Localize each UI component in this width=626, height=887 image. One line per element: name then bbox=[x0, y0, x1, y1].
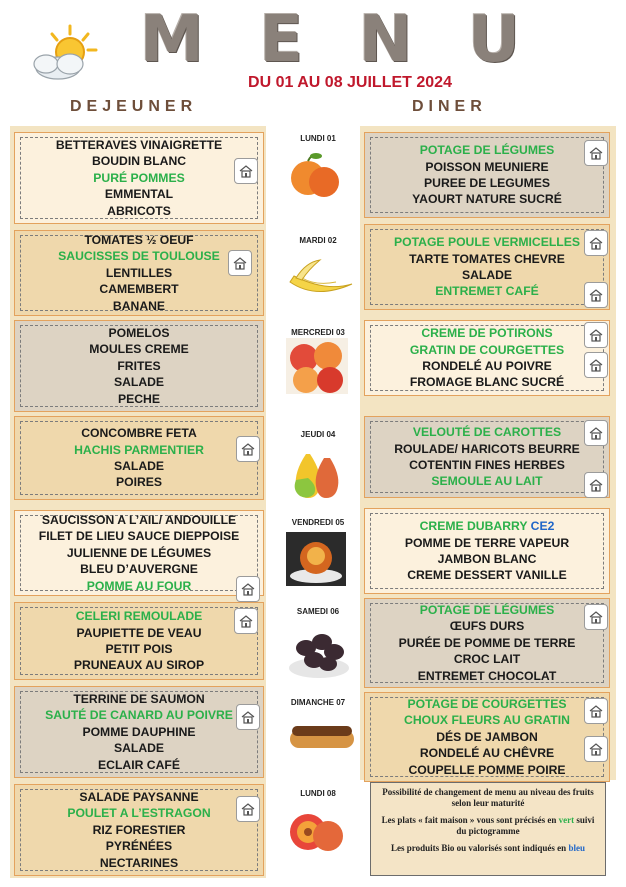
menu-item-text: SALADE bbox=[113, 459, 165, 473]
menu-item bbox=[45, 707, 233, 723]
menu-item bbox=[107, 203, 171, 219]
menu-item bbox=[409, 457, 565, 473]
title-letter-m: M bbox=[140, 3, 204, 77]
menu-item-text: LENTILLES bbox=[105, 265, 173, 280]
menu-item bbox=[431, 473, 542, 489]
menu-item-text: COUPELLE POMME POIRE bbox=[408, 762, 566, 777]
menu-item bbox=[408, 696, 567, 712]
day-label: JEUDI 04 bbox=[300, 430, 336, 439]
menu-item-text: SALADE PAYSANNE bbox=[79, 789, 199, 804]
menu-item bbox=[81, 425, 197, 441]
menu-item bbox=[418, 668, 557, 684]
homemade-picto-icon bbox=[236, 704, 260, 730]
menu-item-text: POMME DAUPHINE bbox=[82, 724, 196, 739]
menu-item bbox=[420, 745, 554, 761]
menu-item-text: POMME AU FOUR bbox=[86, 578, 192, 593]
menu-item bbox=[39, 528, 239, 544]
menu-item-text: ABRICOTS bbox=[107, 203, 171, 218]
menu-item-text: COTENTIN FINES HERBES bbox=[409, 458, 565, 472]
menu-item bbox=[109, 325, 170, 341]
menu-item bbox=[74, 442, 204, 458]
menu-item bbox=[422, 358, 552, 374]
menu-item-text: CREME DE POTIRONS bbox=[421, 326, 553, 341]
menu-item-text: CONCOMBRE FETA bbox=[81, 426, 197, 441]
note-organic: Les produits Bio ou valorisés sont indiqués en bleu bbox=[391, 843, 585, 853]
menu-item bbox=[404, 712, 570, 728]
menu-item bbox=[56, 137, 222, 153]
menu-item bbox=[100, 855, 178, 871]
lunch-box-5 bbox=[14, 510, 264, 596]
menu-item bbox=[113, 298, 165, 314]
menu-item-text: SAUTÉ DE CANARD AU POIVRE bbox=[45, 708, 233, 723]
menu-item-text: TARTE TOMATES CHEVRE bbox=[409, 251, 565, 266]
menu-item bbox=[82, 724, 195, 740]
homemade-picto-icon bbox=[234, 608, 258, 634]
menu-item bbox=[80, 561, 198, 577]
day-label: MERCREDI 03 bbox=[291, 328, 345, 337]
menu-item-text: POTAGE DE LÉGUMES bbox=[419, 602, 555, 617]
menu-item bbox=[410, 374, 564, 390]
day-label: SAMEDI 06 bbox=[296, 607, 340, 616]
menu-item-text: PYRÉNÉES bbox=[105, 839, 173, 854]
menu-item bbox=[93, 170, 184, 186]
menu-item bbox=[89, 341, 189, 357]
prunes-icon bbox=[286, 620, 352, 687]
menu-item bbox=[394, 234, 580, 250]
menu-item-text: TERRINE DE SAUMON bbox=[73, 691, 205, 706]
menu-item bbox=[74, 657, 204, 673]
homemade-picto-icon bbox=[236, 576, 260, 602]
menu-item-text: PAUPIETTE DE VEAU bbox=[76, 625, 202, 640]
menu-item-text: POMME DE TERRE VAPEUR bbox=[404, 535, 570, 550]
pears-icon bbox=[286, 444, 346, 505]
homemade-picto-icon bbox=[584, 420, 608, 446]
nectarine-icon bbox=[286, 806, 346, 861]
menu-item-text: BANANE bbox=[112, 298, 166, 313]
menu-item bbox=[399, 635, 576, 651]
banana-icon bbox=[286, 256, 356, 305]
homemade-picto-icon bbox=[584, 282, 608, 308]
menu-item bbox=[450, 618, 524, 634]
dinner-box-1 bbox=[364, 132, 610, 218]
dinner-box-4 bbox=[364, 416, 610, 498]
menu-item-text: HACHIS PARMENTIER bbox=[74, 442, 204, 457]
homemade-picto-icon bbox=[584, 736, 608, 762]
menu-item-text: CELERI REMOULADE bbox=[75, 609, 203, 624]
menu-item-text: JULIENNE DE LÉGUMES bbox=[66, 545, 212, 560]
peaches-icon bbox=[286, 338, 348, 399]
menu-item-text: POMELOS bbox=[108, 325, 170, 340]
menu-item-text: FROMAGE BLANC SUCRÉ bbox=[409, 375, 565, 390]
menu-item-text: DÉS DE JAMBON bbox=[436, 729, 538, 744]
day-label: LUNDI 08 bbox=[300, 789, 336, 798]
menu-item-text: POULET A L’ESTRAGON bbox=[67, 806, 211, 821]
menu-item-text: POTAGE DE LÉGUMES bbox=[419, 143, 555, 158]
menu-item-text: GRATIN DE COURGETTES bbox=[409, 342, 565, 357]
note-homemade: Les plats « fait maison » vous sont précisés en vert suivi du pictogramme bbox=[381, 815, 595, 836]
menu-item bbox=[425, 159, 548, 175]
dinner-box-6 bbox=[364, 598, 610, 688]
menu-item bbox=[420, 142, 555, 158]
menu-item-text: PURÉE DE POMME DE TERRE bbox=[398, 635, 576, 650]
menu-item-text: YAOURT NATURE SUCRÉ bbox=[412, 192, 562, 207]
menu-item bbox=[105, 186, 173, 202]
homemade-picto-icon bbox=[584, 140, 608, 166]
menu-item-text: CREME DUBARRY bbox=[419, 519, 528, 534]
menu-item-text: PUREE DE LEGUMES bbox=[424, 176, 550, 190]
homemade-picto-icon bbox=[584, 230, 608, 256]
menu-item-text: BOUDIN BLANC bbox=[91, 154, 187, 169]
menu-item-text: RONDELÉ AU POIVRE bbox=[422, 359, 552, 373]
menu-item bbox=[84, 232, 193, 248]
homemade-picto-icon bbox=[234, 158, 258, 184]
menu-item-text: ENTREMET CHOCOLAT bbox=[417, 668, 557, 683]
menu-item bbox=[118, 391, 160, 407]
menu-item bbox=[409, 251, 565, 267]
menu-item-text: RONDELÉ AU CHÊVRE bbox=[419, 746, 555, 761]
homemade-picto-icon bbox=[236, 796, 260, 822]
homemade-picto-icon bbox=[584, 352, 608, 378]
menu-item-text: SALADE bbox=[113, 375, 165, 390]
lunch-column-header: DEJEUNER bbox=[70, 98, 198, 115]
menu-item-text: POTAGE DE COURGETTES bbox=[407, 696, 567, 711]
menu-item-text: ROULADE/ HARICOTS BEURRE bbox=[394, 441, 580, 456]
homemade-picto-icon bbox=[236, 436, 260, 462]
menu-item bbox=[42, 512, 236, 528]
homemade-picto-icon bbox=[584, 322, 608, 348]
lunch-box-1 bbox=[14, 132, 264, 224]
menu-item bbox=[410, 342, 564, 358]
sun-cloud-icon bbox=[28, 22, 104, 84]
menu-item-text: BLEU D’AUVERGNE bbox=[80, 562, 198, 577]
menu-item bbox=[114, 740, 164, 756]
menu-item bbox=[87, 578, 192, 594]
menu-item bbox=[98, 757, 180, 773]
menu-item bbox=[405, 535, 569, 551]
peach-icon bbox=[286, 148, 346, 205]
menu-item-text: POISSON MEUNIERE bbox=[425, 159, 549, 174]
menu-item bbox=[67, 805, 210, 821]
menu-item-text: MOULES CREME bbox=[89, 342, 189, 357]
menu-item bbox=[73, 691, 204, 707]
menu-item-text: ECLAIR CAFÉ bbox=[98, 757, 180, 772]
organic-tag: CE2 bbox=[527, 519, 555, 534]
menu-item-text: RIZ FORESTIER bbox=[92, 822, 186, 837]
menu-item-text: POTAGE POULE VERMICELLES bbox=[394, 235, 580, 250]
menu-item bbox=[114, 458, 164, 474]
menu-item-text: CHOUX FLEURS AU GRATIN bbox=[404, 713, 570, 728]
day-label: DIMANCHE 07 bbox=[290, 698, 346, 707]
homemade-picto-icon bbox=[228, 250, 252, 276]
menu-dates: DU 01 AU 08 JUILLET 2024 bbox=[248, 74, 452, 91]
menu-item bbox=[106, 265, 172, 281]
baked-apple-icon bbox=[286, 532, 346, 591]
day-label: VENDREDI 05 bbox=[291, 518, 345, 527]
title-letter-n: N bbox=[358, 3, 413, 77]
menu-item-text: PRUNEAUX AU SIROP bbox=[73, 658, 205, 673]
dinner-box-5 bbox=[364, 508, 610, 594]
menu-item bbox=[420, 602, 555, 618]
dinner-column-header: DINER bbox=[412, 98, 487, 115]
menu-item-text: PURÉ POMMES bbox=[93, 170, 185, 185]
day-label: MARDI 02 bbox=[299, 236, 337, 245]
menu-item bbox=[106, 838, 172, 854]
menu-item bbox=[99, 281, 178, 297]
menu-item bbox=[105, 641, 172, 657]
menu-item-text: VELOUTÉ DE CAROTTES bbox=[412, 425, 562, 440]
day-label: LUNDI 01 bbox=[300, 134, 336, 143]
homemade-picto-icon bbox=[584, 698, 608, 724]
menu-item bbox=[67, 545, 211, 561]
menu-item-text: CAMEMBERT bbox=[99, 282, 179, 297]
lunch-box-2 bbox=[14, 230, 264, 316]
menu-item-text: SALADE bbox=[461, 268, 513, 282]
menu-item-text: ŒUFS DURS bbox=[449, 619, 525, 634]
menu-item-text: EMMENTAL bbox=[104, 187, 174, 202]
menu-item-text: PECHE bbox=[118, 391, 160, 406]
menu-item bbox=[117, 358, 160, 374]
lunch-box-8 bbox=[14, 784, 264, 876]
menu-item bbox=[76, 608, 203, 624]
dinner-box-7 bbox=[364, 692, 610, 782]
menu-item bbox=[435, 283, 539, 299]
menu-item-text: POIRES bbox=[115, 475, 163, 490]
menu-item-text: BETTERAVES VINAIGRETTE bbox=[55, 137, 223, 152]
menu-item bbox=[420, 518, 555, 534]
menu-item bbox=[408, 762, 565, 778]
title-letter-e: E bbox=[259, 3, 304, 77]
menu-item bbox=[413, 424, 561, 440]
menu-item-text: FILET DE LIEU SAUCE DIEPPOISE bbox=[38, 529, 240, 544]
menu-item bbox=[421, 325, 552, 341]
menu-item bbox=[76, 625, 201, 641]
menu-item bbox=[412, 191, 562, 207]
menu-item-text: TOMATES ½ OEUF bbox=[84, 232, 194, 247]
lunch-box-7 bbox=[14, 686, 264, 778]
menu-item-text: SAUCISSES DE TOULOUSE bbox=[58, 249, 220, 264]
menu-item-text: NECTARINES bbox=[99, 855, 179, 870]
menu-item-text: CROC LAIT bbox=[453, 652, 521, 667]
menu-item-text: FRITES bbox=[117, 358, 161, 373]
lunch-box-3 bbox=[14, 320, 264, 412]
menu-item-text: JAMBON BLANC bbox=[437, 552, 537, 566]
menu-item-text: PETIT POIS bbox=[105, 642, 173, 656]
menu-title bbox=[140, 3, 520, 77]
menu-item-text: CREME DESSERT VANILLE bbox=[407, 568, 567, 583]
menu-item bbox=[116, 474, 162, 490]
homemade-picto-icon bbox=[584, 472, 608, 498]
eclair-icon bbox=[286, 716, 358, 759]
menu-item-text: SALADE bbox=[113, 741, 165, 756]
info-note bbox=[370, 782, 606, 876]
menu-item bbox=[407, 567, 567, 583]
menu-item bbox=[436, 729, 538, 745]
menu-item-text: ENTREMET CAFÉ bbox=[435, 284, 539, 299]
menu-item bbox=[424, 175, 550, 191]
homemade-picto-icon bbox=[584, 604, 608, 630]
menu-item-text: SAUCISSON A L’AIL/ ANDOUILLE bbox=[41, 512, 237, 527]
menu-item bbox=[93, 822, 186, 838]
menu-item-text: SEMOULE AU LAIT bbox=[431, 474, 543, 489]
dinner-box-2 bbox=[364, 224, 610, 310]
menu-item bbox=[454, 651, 520, 667]
menu-item bbox=[79, 789, 198, 805]
note-maturity: Possibilité de changement de menu au niveau des fruits selon leur maturité bbox=[382, 787, 594, 808]
title-letter-u: U bbox=[468, 3, 520, 77]
lunch-box-4 bbox=[14, 416, 264, 500]
menu-item bbox=[462, 267, 512, 283]
menu-item bbox=[114, 374, 164, 390]
menu-item bbox=[438, 551, 537, 567]
dinner-box-3 bbox=[364, 320, 610, 396]
menu-item bbox=[92, 153, 186, 169]
lunch-box-6 bbox=[14, 602, 264, 680]
menu-item bbox=[58, 248, 220, 264]
menu-item bbox=[394, 441, 580, 457]
